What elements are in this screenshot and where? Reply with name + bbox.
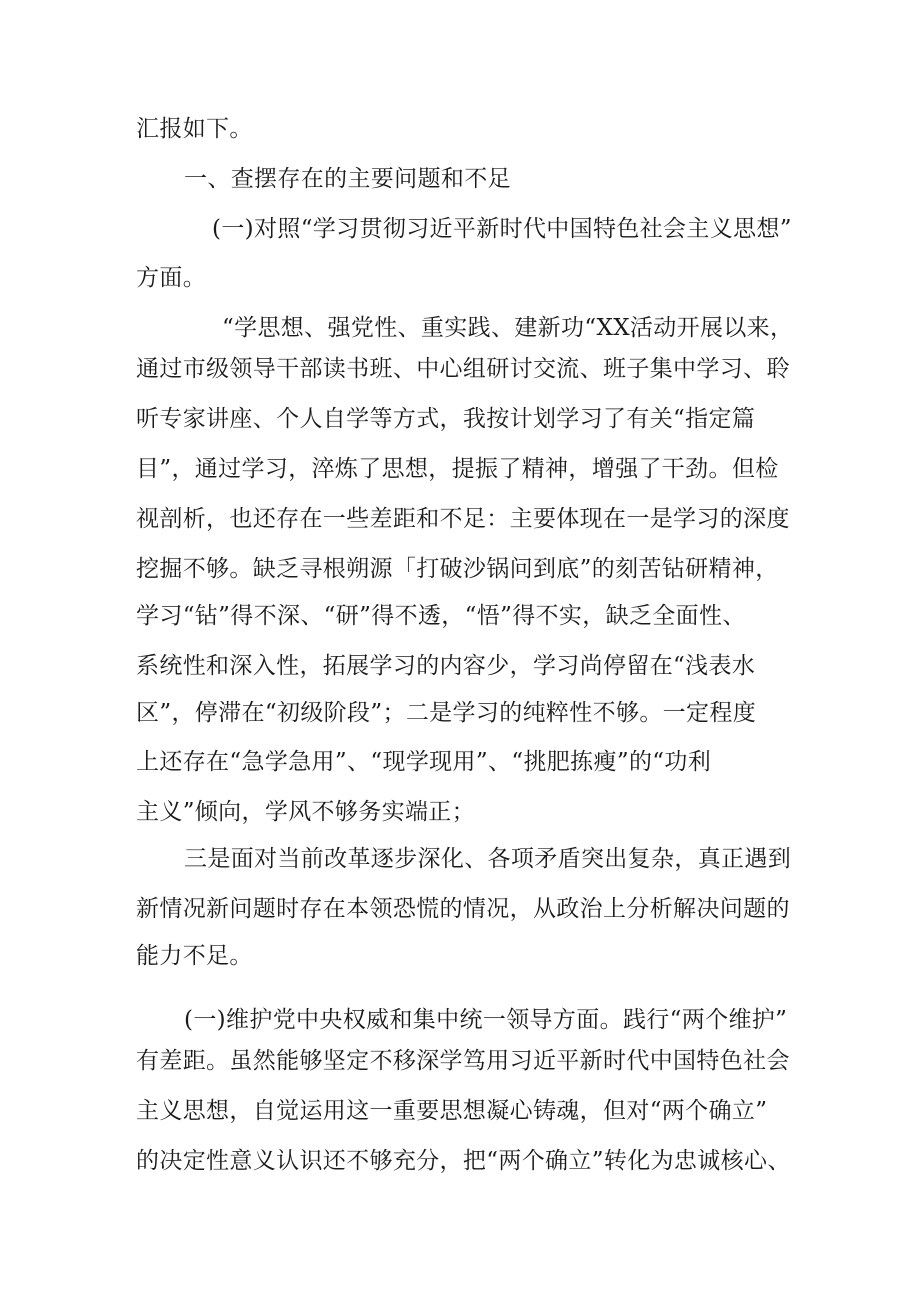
paragraph-1-line-1: “学思想、强党性、重实践、建新功“XX活动开展以来， — [222, 315, 794, 341]
paragraph-3-line-2: 有差距。虽然能够坚定不移深学笃用习近平新时代中国特色社会 — [136, 1048, 790, 1074]
paragraph-2-line-2: 新情况新问题时存在本领恐慌的情况，从政治上分析解决问题的 — [136, 896, 790, 922]
paragraph-1-line-6: 挖掘不够。缺乏寻根朔源「打破沙锅问到底”的刻苦钻研精神， — [136, 556, 779, 582]
paragraph-3-line-1: (一)维护党中央权威和集中统一领导方面。践行“两个维护” — [184, 1007, 788, 1033]
text-line-1: 汇报如下。 — [136, 116, 253, 142]
subsection-heading-1: (一)对照“学习贯彻习近平新时代中国特色社会主义思想” — [212, 216, 792, 242]
paragraph-1-line-10: 上还存在“急学急用”、“现学现用”、“挑肥拣瘦”的“功利 — [136, 749, 712, 775]
text-line-4: 方面。 — [136, 265, 207, 291]
paragraph-3-line-3: 主义思想，自觉运用这一重要思想凝心铸魂，但对“两个确立” — [136, 1098, 768, 1124]
paragraph-1-line-9: 区”，停滞在“初级阶段”；二是学习的纯粹性不够。一定程度 — [136, 700, 757, 726]
paragraph-1-line-2: 通过市级领导干部读书班、中心组研讨交流、班子集中学习、聆 — [136, 356, 790, 382]
section-heading-1: 一、查摆存在的主要问题和不足 — [184, 166, 511, 192]
paragraph-1-line-8: 系统性和深入性，拓展学习的内容少，学习尚停留在“浅表水 — [136, 653, 756, 679]
paragraph-2-line-3: 能力不足。 — [136, 943, 253, 969]
paragraph-1-line-5: 视剖析，也还存在一些差距和不足：主要体现在一是学习的深度 — [136, 506, 790, 532]
paragraph-1-line-3: 听专家讲座、个人自学等方式，我按计划学习了有关“指定篇 — [136, 406, 756, 432]
paragraph-1-line-7: 学习“钻”得不深、“研”得不透，“悟”得不实，缺乏全面性、 — [136, 603, 746, 629]
paragraph-1-line-4: 目”，通过学习，淬炼了思想，提振了精神，增强了干劲。但检 — [136, 456, 779, 482]
paragraph-3-line-4: 的决定性意义认识还不够充分，把“两个确立”转化为忠诚核心、 — [136, 1148, 791, 1174]
paragraph-1-line-11: 主义”倾向，学风不够务实端正； — [136, 799, 476, 825]
paragraph-2-line-1: 三是面对当前改革逐步深化、各项矛盾突出复杂，真正遇到 — [184, 846, 792, 872]
